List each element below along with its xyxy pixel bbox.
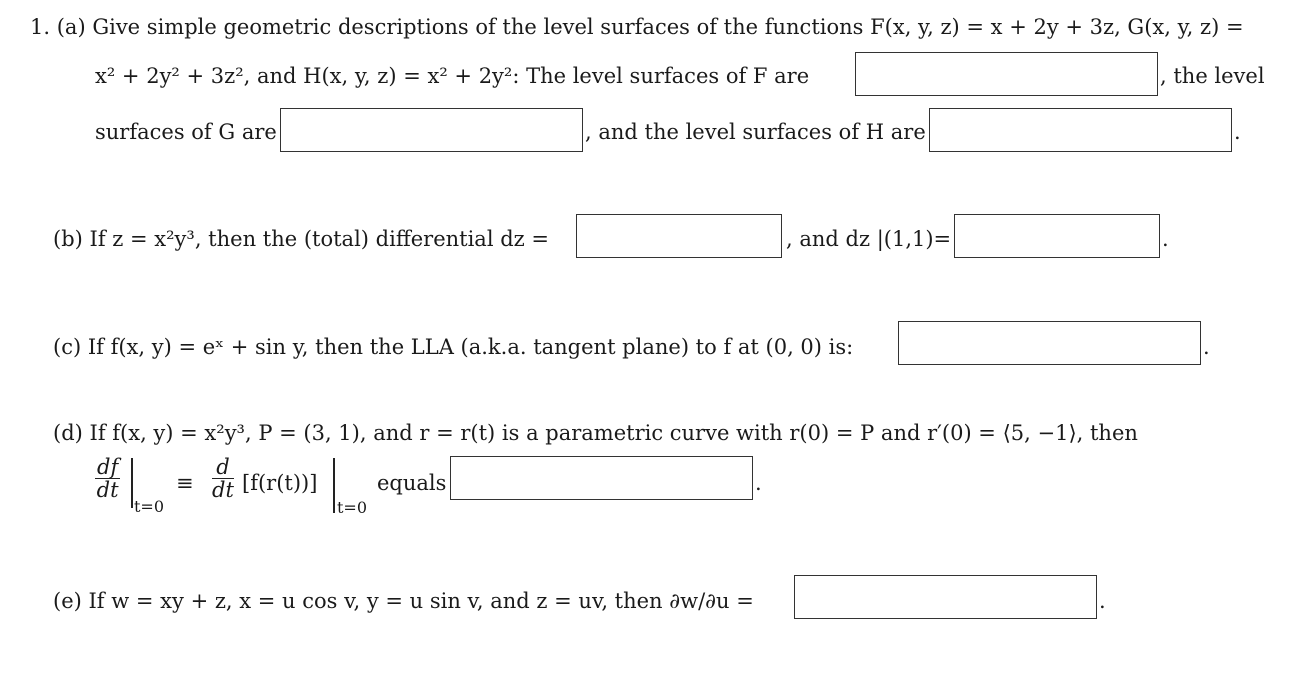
part-e-text-pre [53, 588, 754, 614]
answer-box-b-dz-at-point[interactable] [954, 214, 1160, 258]
part-c-label: (c) [53, 335, 82, 359]
answer-input-a-F[interactable] [856, 53, 1157, 95]
answer-input-a-G[interactable] [281, 109, 582, 151]
answer-input-b-dz[interactable] [577, 215, 781, 257]
part-d-statement: If f(x, y) = x²y³, P = (3, 1), and r = r(t) is a parametric curve with r(0) = P and r′(0) = ⟨5, −1⟩, then [89, 421, 1138, 445]
df-numerator: df [97, 455, 119, 479]
dt-denominator-2: dt [212, 478, 234, 502]
answer-input-a-H[interactable] [930, 109, 1231, 151]
evaluation-bar-2 [333, 458, 335, 513]
part-d-text-post: . [755, 471, 762, 495]
eval-subscript-2: t=0 [337, 498, 368, 517]
part-a-line2-post: , the level [1160, 64, 1265, 88]
answer-box-d[interactable] [450, 456, 753, 500]
equals-word: equals [377, 471, 447, 495]
answer-box-c-lla[interactable] [898, 321, 1201, 365]
answer-input-c-lla[interactable] [899, 322, 1200, 364]
part-b-text-post: . [1162, 227, 1169, 251]
answer-input-e[interactable] [795, 576, 1096, 618]
part-a-label: (a) [56, 15, 86, 39]
answer-input-d[interactable] [451, 457, 752, 499]
problem-number: 1. [30, 15, 51, 39]
part-e-label: (e) [53, 589, 82, 613]
eval-subscript-1: t=0 [134, 497, 165, 516]
answer-box-b-dz[interactable] [576, 214, 782, 258]
answer-input-b-dz-at-point[interactable] [955, 215, 1159, 257]
part-b-label: (b) [53, 227, 83, 251]
part-a-line3-mid: , and the level surfaces of H are [585, 120, 926, 144]
part-a-line3-pre: surfaces of G are [95, 120, 277, 144]
part-c-text-pre [53, 334, 853, 360]
part-d-line1 [53, 420, 1138, 446]
part-a-line3-post: . [1234, 120, 1241, 144]
composition-bracket: [f(r(t))] [242, 471, 318, 495]
part-b-text-pre [53, 226, 549, 252]
part-d-label: (d) [53, 421, 83, 445]
part-c-text-post: . [1203, 335, 1210, 359]
d-dt-fraction [212, 456, 234, 501]
part-c-statement: If f(x, y) = eˣ + sin y, then the LLA (a.k.a. tangent plane) to f at (0, 0) is: [87, 335, 854, 359]
d-numerator: d [212, 456, 234, 479]
answer-box-a-G[interactable] [280, 108, 583, 152]
part-a-line1 [30, 14, 1244, 40]
part-a-text-line1: Give simple geometric descriptions of the level surfaces of the functions F(x, y, z) = x + 2y + 3z, G(x, y, z) = [92, 15, 1244, 39]
answer-box-a-F[interactable] [855, 52, 1158, 96]
dt-denominator: dt [96, 478, 119, 502]
part-b-statement: If z = x²y³, then the (total) differential dz = [89, 227, 549, 251]
part-b-text-mid: , and dz |(1,1)= [786, 227, 952, 251]
part-a-line2-pre: x² + 2y² + 3z², and H(x, y, z) = x² + 2y²: The level surfaces of F are [95, 64, 810, 88]
answer-box-a-H[interactable] [929, 108, 1232, 152]
answer-box-e[interactable] [794, 575, 1097, 619]
df-dt-fraction [95, 456, 120, 501]
evaluation-bar-1 [131, 458, 133, 508]
part-e-text-post: . [1099, 589, 1106, 613]
part-e-statement: If w = xy + z, x = u cos v, y = u sin v, and z = uv, then ∂w/∂u = [88, 589, 754, 613]
equiv-sign: ≡ [176, 471, 194, 495]
